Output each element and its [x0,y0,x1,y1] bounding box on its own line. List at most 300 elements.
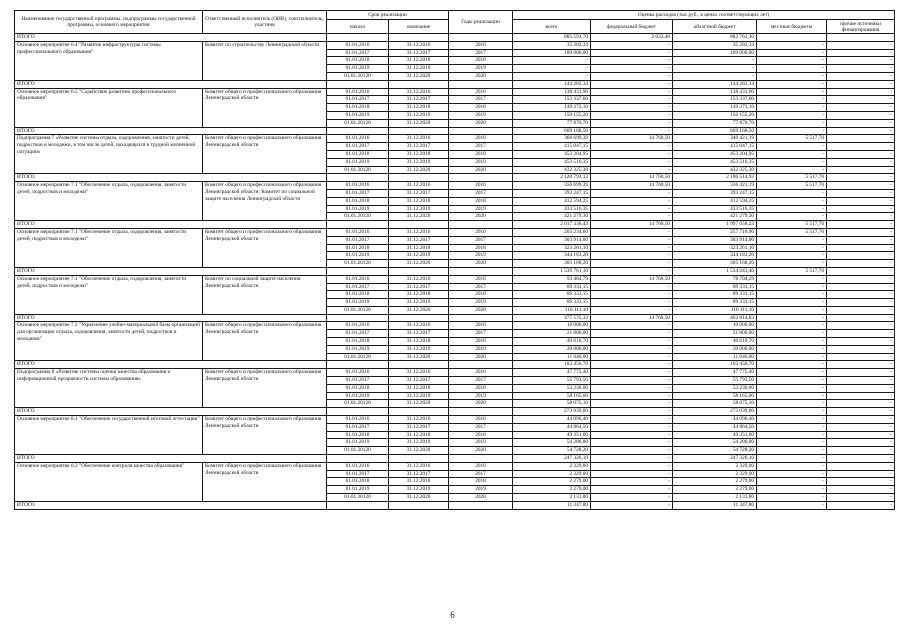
cell-local: - [757,314,827,322]
cell-local: - [757,478,827,486]
cell-start: 01.01.2016 [327,275,389,283]
cell-federal: - [591,478,673,486]
cell-end: 31.12.2017 [389,96,449,104]
cell-regional: 412 594,25 [673,197,757,205]
cell-local: - [757,353,827,361]
cell-total: 421 279,30 [513,213,591,221]
cell-local [757,34,827,42]
table-row [15,228,895,236]
header-end: окончание [389,20,449,34]
cell-end: 31.12.2016 [389,135,449,143]
cell-other: - [827,408,895,416]
cell-local: 5 517,70 [757,267,827,275]
total-row [15,267,895,275]
program-name-cell: Подпрограмма 7 «Развитие системы отдыха, оздоровления, занятости детей, подростков и молодежи, в том числе детей, находящихся в трудной жизненной ситуации» [15,135,203,174]
cell-year: 2019 [449,439,513,447]
cell-local: - [757,213,827,221]
cell-federal: - [591,455,673,463]
cell-regional: - [673,57,757,65]
cell-total: 432 325,30 [513,166,591,174]
cell-regional: 305 168,20 [673,260,757,268]
cell-federal: - [591,447,673,455]
executor-cell: Комитет общего и профессионального образования Ленинградской области [203,88,327,127]
total-label: ИТОГО [15,267,327,275]
cell-other: - [827,361,895,369]
cell-federal: - [591,408,673,416]
cell-regional: 273 039,00 [673,408,757,416]
budget-table-sheet [14,10,894,510]
cell-end: 31.12.2018 [389,244,449,252]
cell-end: 31.12.2018 [389,384,449,392]
program-name-cell: Подпрограмма 8 «Развитие системы оценки качества образования и информационной прозрачности системы образования» [15,369,203,408]
cell-local: - [757,338,827,346]
cell-regional: 433 516,35 [673,205,757,213]
program-name-cell: Основное мероприятие 7.2 "Укрепление учебно-материальной базы организаций для организации отдыха, оздоровления, занятости детей, подростков и молодежи" [15,322,203,361]
total-label: ИТОГО [15,314,327,322]
cell-start [327,80,389,88]
cell-total: - [513,72,591,80]
cell-total: 20 000,00 [513,345,591,353]
cell-regional: 1 534 243,40 [673,267,757,275]
cell-start: 01.01.2017 [327,143,389,151]
cell-other: - [827,439,895,447]
cell-federal: - [591,501,673,509]
cell-total: 356 699,39 [513,182,591,190]
cell-total: 2 329,00 [513,462,591,470]
cell-local: - [757,143,827,151]
cell-local: - [757,127,827,135]
cell-start: 01.01.2018 [327,291,389,299]
cell-regional: 346 421,19 [673,135,757,143]
cell-local: - [757,205,827,213]
table-row [15,88,895,96]
cell-start: 01.01.2019 [327,111,389,119]
cell-local: - [757,96,827,104]
cell-federal: - [591,369,673,377]
cell-federal: - [591,119,673,127]
cell-federal: - [591,322,673,330]
budget-table [14,10,895,510]
cell-end: 31.12.2018 [389,338,449,346]
cell-total: 2 279,00 [513,478,591,486]
cell-total: 263 234,60 [513,228,591,236]
cell-regional: 78 704,29 [673,275,757,283]
cell-federal: - [591,377,673,385]
cell-start: 01.01.2016 [327,228,389,236]
cell-total: 89 333,15 [513,299,591,307]
total-row [15,361,895,369]
cell-start: 01.01.2018 [327,244,389,252]
cell-total: 415 047,15 [513,143,591,151]
cell-start: 01.01.2017 [327,283,389,291]
cell-regional: 2 329,00 [673,462,757,470]
cell-total: 393 247,15 [513,189,591,197]
cell-federal: - [591,189,673,197]
header-executor: Ответственный исполнитель (ОИВ), соисполнитель, участник [203,11,327,34]
cell-federal: - [591,197,673,205]
cell-local: - [757,392,827,400]
cell-federal: - [591,252,673,260]
table-row [15,135,895,143]
cell-start: 01.01.2018 [327,431,389,439]
cell-federal: - [591,486,673,494]
cell-total: 2 279,00 [513,486,591,494]
cell-start: 01.01.20120 [327,166,389,174]
cell-start [327,408,389,416]
cell-start: 01.01.2016 [327,322,389,330]
cell-other [827,34,895,42]
cell-regional: 453 516,35 [673,158,757,166]
cell-federal: - [591,338,673,346]
cell-start: 01.01.2018 [327,478,389,486]
cell-year: 2016 [449,369,513,377]
cell-year: 2017 [449,470,513,478]
cell-regional: 247 326,10 [673,455,757,463]
cell-regional: 53 230,00 [673,384,757,392]
cell-total: 149 373,10 [513,104,591,112]
cell-federal: - [591,260,673,268]
cell-end: 31.12.2019 [389,299,449,307]
cell-regional: 336 421,19 [673,182,757,190]
cell-other: - [827,384,895,392]
cell-other: - [827,400,895,408]
cell-end: 31.12.2016 [389,88,449,96]
cell-year: 2017 [449,236,513,244]
cell-total: 366 699,39 [513,135,591,143]
executor-cell: Комитет по строительству Ленинградской области [203,41,327,80]
cell-regional: - [673,65,757,73]
cell-local: - [757,494,827,502]
cell-local: - [757,416,827,424]
cell-other: - [827,345,895,353]
program-name-cell: Основное мероприятие 6.5 "Содействие развитию профессионального образования" [15,88,203,127]
cell-total: 344 183,20 [513,252,591,260]
program-name-cell: Основное мероприятие 7.1 "Обеспечение отдыха, оздоровления, занятости детей, подростков и молодежи" [15,228,203,267]
cell-year [449,127,513,135]
cell-start: 01.01.20120 [327,400,389,408]
total-row [15,174,895,182]
cell-end [389,361,449,369]
executor-cell: Комитет общего и профессионального образования Ленинградской области; Комитет по социальной защите населения Ленинградской области [203,182,327,221]
cell-end: 31.12.2016 [389,462,449,470]
cell-federal: - [591,392,673,400]
cell-regional: 2 100 514,93 [673,174,757,182]
cell-local: - [757,439,827,447]
cell-start: 01.01.2018 [327,197,389,205]
cell-other: - [827,392,895,400]
header-federal: федеральный бюджет [591,20,673,34]
header-years: Годы реализации [449,11,513,34]
cell-federal: 14 760,50 [591,275,673,283]
cell-end: 31.12.2020 [389,447,449,455]
cell-start: 01.01.2017 [327,423,389,431]
cell-local: - [757,361,827,369]
cell-end: 31.12.2018 [389,478,449,486]
cell-total: 138 431,90 [513,88,591,96]
cell-start: 01.01.2017 [327,236,389,244]
cell-local: - [757,260,827,268]
cell-total: - [513,65,591,73]
total-row [15,80,895,88]
cell-regional: 421 279,30 [673,213,757,221]
cell-start: 01.01.2019 [327,158,389,166]
executor-cell: Комитет общего и профессионального образования Ленинградской области [203,369,327,408]
cell-local: - [757,119,827,127]
cell-other: - [827,299,895,307]
cell-other: - [827,275,895,283]
cell-end [389,34,449,42]
cell-year: 2016 [449,275,513,283]
cell-regional: 89 333,15 [673,291,757,299]
cell-year: 2019 [449,299,513,307]
cell-other: - [827,314,895,322]
cell-federal: - [591,80,673,88]
cell-federal: - [591,345,673,353]
cell-regional: 77 870,70 [673,119,757,127]
cell-year: 2018 [449,150,513,158]
cell-local: 5 517,70 [757,221,827,229]
program-name-cell: Основное мероприятие 6.4 "Развитие инфраструктуры системы профессионального образования" [15,41,203,80]
cell-end: 31.12.2016 [389,416,449,424]
cell-other: - [827,283,895,291]
cell-local: - [757,462,827,470]
cell-year: 2016 [449,228,513,236]
cell-regional: 344 183,20 [673,252,757,260]
cell-year: 2019 [449,205,513,213]
cell-other: - [827,330,895,338]
cell-total: 144 282,34 [513,80,591,88]
cell-total: 453 204,95 [513,150,591,158]
total-label: ИТОГО [15,127,327,135]
cell-year: 2020 [449,494,513,502]
cell-other: - [827,182,895,190]
cell-year: 2017 [449,189,513,197]
cell-other: - [827,143,895,151]
cell-local: - [757,486,827,494]
cell-start [327,361,389,369]
program-name-cell: Основное мероприятие 7.1 "Обеспечение отдыха, оздоровления, занятости детей, подростков и молодежи" [15,182,203,221]
cell-federal: - [591,299,673,307]
cell-federal: - [591,423,673,431]
cell-start: 01.01.2019 [327,392,389,400]
cell-year: 2018 [449,57,513,65]
cell-other: - [827,353,895,361]
cell-local: - [757,384,827,392]
cell-other: - [827,267,895,275]
cell-end [389,174,449,182]
cell-year: 2020 [449,400,513,408]
cell-regional: 2 131,80 [673,494,757,502]
cell-year: 2018 [449,197,513,205]
cell-regional: - [673,72,757,80]
cell-total: 2 329,00 [513,470,591,478]
cell-year [449,408,513,416]
header-program-name: Наименование государственной программы, подпрограммы государственной программы, основного мероприятия [15,11,203,34]
cell-regional: 462 814,83 [673,314,757,322]
cell-end: 31.12.2018 [389,431,449,439]
cell-other: - [827,119,895,127]
cell-regional: 20 000,00 [673,345,757,353]
cell-end: 31.12.2017 [389,377,449,385]
cell-local: - [757,150,827,158]
cell-regional: 11 347,80 [673,501,757,509]
cell-federal: - [591,267,673,275]
cell-other: - [827,104,895,112]
cell-end: 31.12.2016 [389,275,449,283]
cell-other: - [827,252,895,260]
cell-start [327,501,389,509]
cell-local: - [757,501,827,509]
cell-local: - [757,299,827,307]
cell-start: 01.01.2019 [327,252,389,260]
cell-total: 35 282,34 [513,41,591,49]
cell-federal: - [591,158,673,166]
cell-regional: 11 046,00 [673,353,757,361]
cell-end: 31.12.2020 [389,72,449,80]
cell-federal: - [591,439,673,447]
cell-start: 01.01.2019 [327,205,389,213]
cell-other: - [827,57,895,65]
cell-regional: 393 247,15 [673,189,757,197]
cell-regional: 47 775,40 [673,369,757,377]
cell-federal: - [591,384,673,392]
cell-local: - [757,455,827,463]
cell-total: 93 464,79 [513,275,591,283]
cell-federal: 14 760,50 [591,314,673,322]
cell-federal: - [591,416,673,424]
cell-total: 303 914,00 [513,236,591,244]
cell-total: 89 333,15 [513,291,591,299]
table-row [15,369,895,377]
cell-federal: - [591,353,673,361]
cell-federal: - [591,88,673,96]
cell-local: - [757,244,827,252]
cell-federal: - [591,127,673,135]
cell-year: 2016 [449,416,513,424]
cell-end: 31.12.2017 [389,330,449,338]
cell-end [389,314,449,322]
cell-start: 01.01.20120 [327,260,389,268]
cell-local: - [757,57,827,65]
cell-local: 5 517,70 [757,228,827,236]
cell-regional: 323 261,10 [673,244,757,252]
cell-year [449,221,513,229]
cell-end: 31.12.2018 [389,150,449,158]
cell-other: - [827,423,895,431]
cell-total: 89 333,15 [513,283,591,291]
cell-end: 31.12.2020 [389,213,449,221]
cell-local: - [757,41,827,49]
cell-federal: - [591,166,673,174]
cell-start: 01.01.2016 [327,88,389,96]
cell-end: 31.12.2019 [389,158,449,166]
cell-start: 01.01.2016 [327,182,389,190]
cell-end: 31.12.2019 [389,205,449,213]
cell-year: 2016 [449,182,513,190]
cell-federal: - [591,111,673,119]
cell-local: - [757,252,827,260]
executor-cell: Комитет общего и профессионального образования Ленинградской области [203,416,327,455]
cell-local: - [757,291,827,299]
cell-start: 01.01.2017 [327,49,389,57]
cell-year: 2016 [449,41,513,49]
cell-year: 2017 [449,96,513,104]
total-label: ИТОГО [15,80,327,88]
total-label: ИТОГО [15,501,327,509]
cell-total: 55 793,50 [513,377,591,385]
cell-total: 54 728,20 [513,447,591,455]
cell-start [327,174,389,182]
cell-year: 2018 [449,338,513,346]
cell-federal: - [591,244,673,252]
cell-end [389,408,449,416]
cell-federal: - [591,228,673,236]
total-row [15,455,895,463]
cell-federal: - [591,462,673,470]
cell-regional: 35 282,34 [673,41,757,49]
cell-other: - [827,260,895,268]
cell-other: - [827,221,895,229]
cell-total: 44 864,50 [513,423,591,431]
cell-local: - [757,330,827,338]
cell-other: - [827,236,895,244]
cell-regional: 103 456,70 [673,361,757,369]
cell-start [327,455,389,463]
cell-end: 31.12.2016 [389,369,449,377]
cell-year [449,501,513,509]
cell-end: 31.12.2019 [389,392,449,400]
cell-year: 2017 [449,49,513,57]
cell-start: 01.01.2016 [327,369,389,377]
cell-regional: 58 165,00 [673,392,757,400]
cell-local: - [757,104,827,112]
cell-other: - [827,322,895,330]
cell-end: 31.12.2016 [389,228,449,236]
cell-start: 01.01.20120 [327,353,389,361]
cell-end: 31.12.2016 [389,322,449,330]
total-label: ИТОГО [15,408,327,416]
total-row [15,34,895,42]
cell-other: - [827,291,895,299]
cell-year [449,267,513,275]
cell-start: 01.01.2016 [327,41,389,49]
cell-total: 54 286,00 [513,439,591,447]
cell-year: 2016 [449,135,513,143]
cell-regional: 49 351,00 [673,431,757,439]
cell-total: 10 000,00 [513,322,591,330]
cell-end: 31.12.2018 [389,57,449,65]
total-row [15,221,895,229]
cell-federal: - [591,143,673,151]
cell-local: - [757,431,827,439]
cell-start [327,314,389,322]
cell-year: 2019 [449,392,513,400]
cell-end: 31.12.2017 [389,189,449,197]
header-regional: областной бюджет [673,20,757,34]
cell-end: 31.12.2019 [389,486,449,494]
cell-federal: - [591,470,673,478]
total-label: ИТОГО [15,361,327,369]
cell-federal: - [591,49,673,57]
cell-regional: 54 286,00 [673,439,757,447]
cell-end [389,501,449,509]
cell-year: 2020 [449,213,513,221]
cell-other: - [827,228,895,236]
executor-cell: Комитет общего и профессионального образования Ленинградской области [203,228,327,267]
cell-start: 01.01.2018 [327,338,389,346]
cell-other: - [827,49,895,57]
cell-regional: 89 333,15 [673,299,757,307]
